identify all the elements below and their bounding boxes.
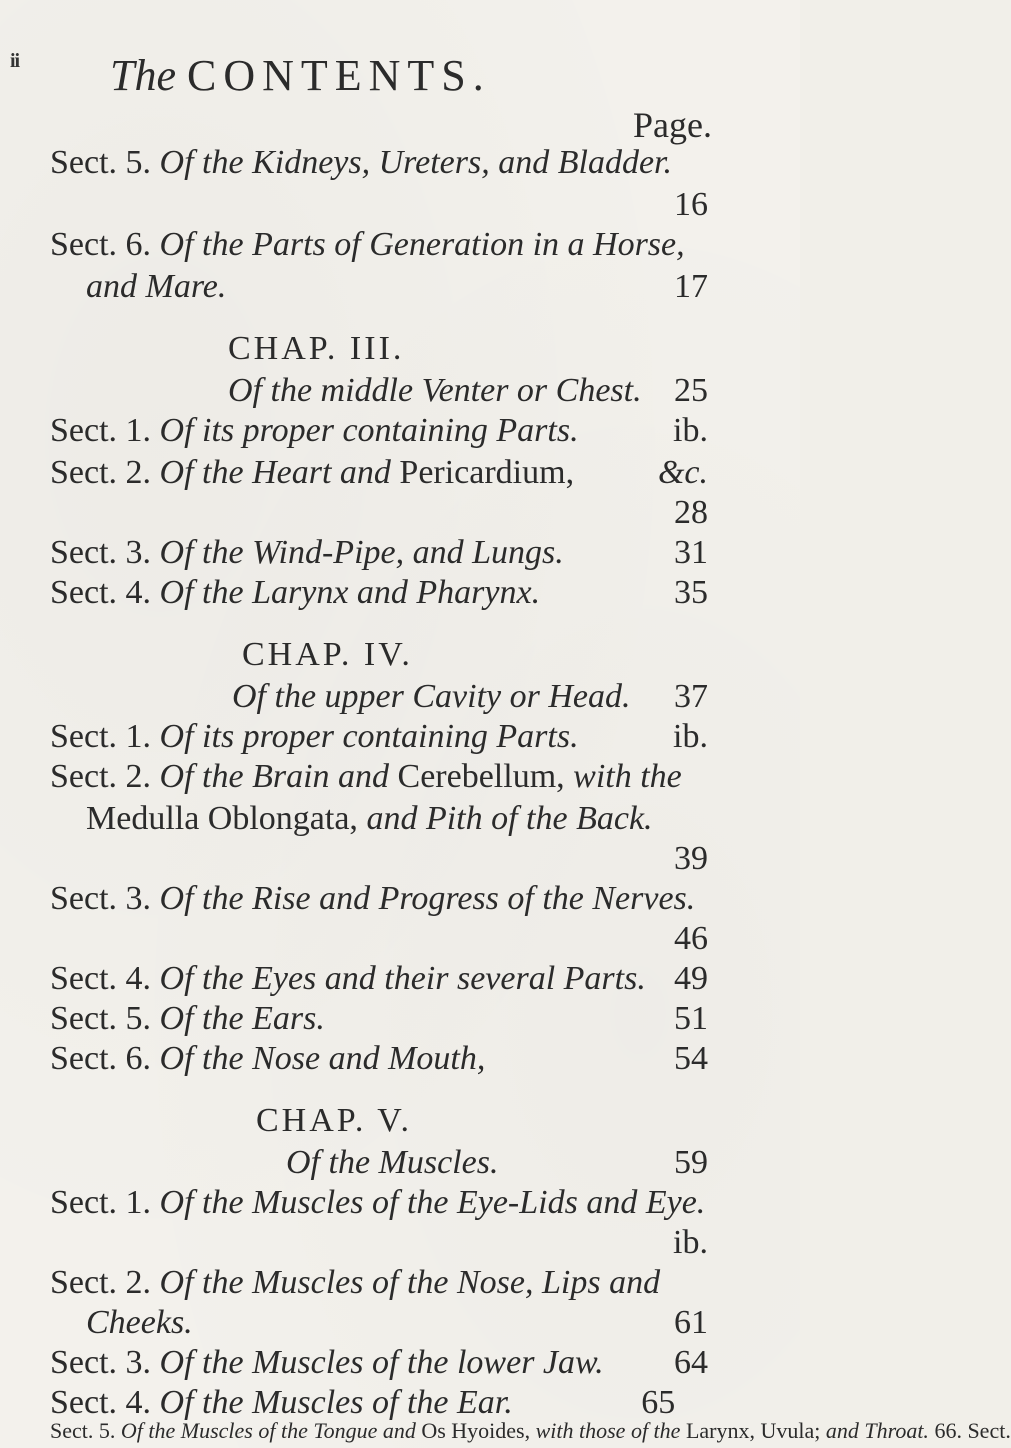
chapter-subtitle: Of the upper Cavity or Head. xyxy=(232,678,631,715)
chapter-page: 59 xyxy=(674,1144,708,1181)
sect-label: Sect. 1. xyxy=(50,412,152,449)
running-title xyxy=(110,50,491,101)
chapter-subtitle: Of the Muscles. xyxy=(286,1144,499,1181)
entry-title: and Throat. xyxy=(825,1418,929,1443)
chapter-subtitle: Of the middle Venter or Chest. xyxy=(228,372,642,409)
entry-title: Of its proper containing Parts. xyxy=(159,718,579,755)
entry-title: Of the Parts of Generation in a Horse, xyxy=(159,226,685,263)
toc-entry xyxy=(50,718,579,756)
entry-page: 46 xyxy=(674,920,708,957)
entry-title: and Pith of the Back. xyxy=(366,800,653,837)
entry-page: 54 xyxy=(674,1040,708,1077)
toc-entry xyxy=(50,960,646,998)
entry-page: 51 xyxy=(674,1000,708,1037)
entry-page: 31 xyxy=(674,534,708,571)
toc-entry xyxy=(50,1184,705,1222)
toc-entry xyxy=(50,534,564,572)
running-title-contents: CONTENTS. xyxy=(187,51,491,100)
entry-title-roman: Cerebellum, xyxy=(397,758,565,795)
entry-page: 17 xyxy=(674,268,708,305)
sect-label: Sect. 5. xyxy=(50,144,152,181)
sect-label: Sect. 1. xyxy=(50,718,152,755)
entry-title-roman: Medulla Oblongata, xyxy=(86,800,358,837)
entry-title: Of the Rise and Progress of the Nerves. xyxy=(159,880,696,917)
entry-title: Of the Nose and Mouth, xyxy=(159,1040,486,1077)
entry-title: Of the Wind-Pipe, and Lungs. xyxy=(159,534,564,571)
toc-entry xyxy=(50,1000,325,1038)
entry-title: Of the Larynx and Pharynx. xyxy=(159,574,541,611)
entry-title: with the xyxy=(573,758,682,795)
folio-number: ii xyxy=(10,50,20,72)
entry-page: 65 xyxy=(641,1384,676,1421)
entry-page: ib. xyxy=(673,412,708,449)
sect-label: Sect. 2. xyxy=(50,454,152,491)
entry-title-continued: and Mare. xyxy=(86,268,227,305)
catchword: Sect. xyxy=(967,1418,1011,1443)
toc-entry xyxy=(50,412,579,450)
sect-label: Sect. 2. xyxy=(50,758,152,795)
toc-entry xyxy=(50,1384,675,1422)
toc-entry xyxy=(50,454,574,492)
entry-page: 64 xyxy=(674,1344,708,1381)
entry-title: Of the Eyes and their several Parts. xyxy=(159,960,646,997)
entry-title: Of its proper containing Parts. xyxy=(159,412,579,449)
sect-label: Sect. 6. xyxy=(50,1040,152,1077)
entry-title-roman: Larynx, Uvula; xyxy=(685,1418,821,1443)
sect-label: Sect. 4. xyxy=(50,960,152,997)
entry-title: Of the Muscles of the Tongue and xyxy=(120,1418,416,1443)
toc-entry xyxy=(50,1040,485,1078)
sect-label: Sect. 3. xyxy=(50,880,152,917)
entry-page: 16 xyxy=(674,186,708,223)
toc-entry xyxy=(50,574,540,612)
entry-page: 61 xyxy=(674,1304,708,1341)
entry-page: 66. xyxy=(934,1418,962,1443)
toc-entry xyxy=(50,1264,660,1302)
entry-page: 39 xyxy=(674,840,708,877)
entry-title-roman: Hyoides, xyxy=(451,1418,531,1443)
chapter-heading: CHAP. V. xyxy=(256,1102,412,1139)
entry-title-continued xyxy=(86,800,653,838)
page-column-label: Page. xyxy=(633,105,712,145)
sect-label: Sect. 5. xyxy=(50,1418,116,1443)
entry-page: 49 xyxy=(674,960,708,997)
entry-title-roman: Os xyxy=(421,1418,446,1443)
chapter-page: 37 xyxy=(674,678,708,715)
entry-title: Of the Heart and xyxy=(159,454,391,491)
sect-label: Sect. 3. xyxy=(50,1344,152,1381)
entry-title: Of the Muscles of the Ear. xyxy=(159,1384,513,1421)
entry-title-roman: Pericardium, xyxy=(399,454,575,491)
sect-label: Sect. 4. xyxy=(50,1384,152,1421)
running-title-the: The xyxy=(110,51,176,100)
chapter-page: 25 xyxy=(674,372,708,409)
entry-page-continued: 28 xyxy=(674,494,708,531)
entry-title: Of the Ears. xyxy=(159,1000,325,1037)
entry-title: Of the Muscles of the Eye-Lids and Eye. xyxy=(159,1184,706,1221)
toc-entry xyxy=(50,144,672,182)
entry-page: ib. xyxy=(673,718,708,755)
sect-label: Sect. 4. xyxy=(50,574,152,611)
sect-label: Sect. 3. xyxy=(50,534,152,571)
entry-page: &c. xyxy=(657,454,708,491)
entry-page: ib. xyxy=(673,1224,708,1261)
toc-entry xyxy=(50,758,682,796)
chapter-heading: CHAP. IV. xyxy=(242,636,413,673)
entry-page: 35 xyxy=(674,574,708,611)
sect-label: Sect. 2. xyxy=(50,1264,152,1301)
toc-entry xyxy=(50,1418,1011,1444)
toc-entry xyxy=(50,226,685,264)
entry-title: Of the Muscles of the lower Jaw. xyxy=(159,1344,604,1381)
entry-title-continued: Cheeks. xyxy=(86,1304,193,1341)
toc-entry xyxy=(50,880,695,918)
sect-label: Sect. 5. xyxy=(50,1000,152,1037)
chapter-heading: CHAP. III. xyxy=(228,330,405,367)
entry-title: Of the Kidneys, Ureters, and Bladder. xyxy=(159,144,673,181)
toc-entry xyxy=(50,1344,604,1382)
sect-label: Sect. 1. xyxy=(50,1184,152,1221)
entry-title: Of the Muscles of the Nose, Lips and xyxy=(159,1264,661,1301)
entry-title: Of the Brain and xyxy=(159,758,390,795)
entry-title: with those of the xyxy=(535,1418,681,1443)
sect-label: Sect. 6. xyxy=(50,226,152,263)
